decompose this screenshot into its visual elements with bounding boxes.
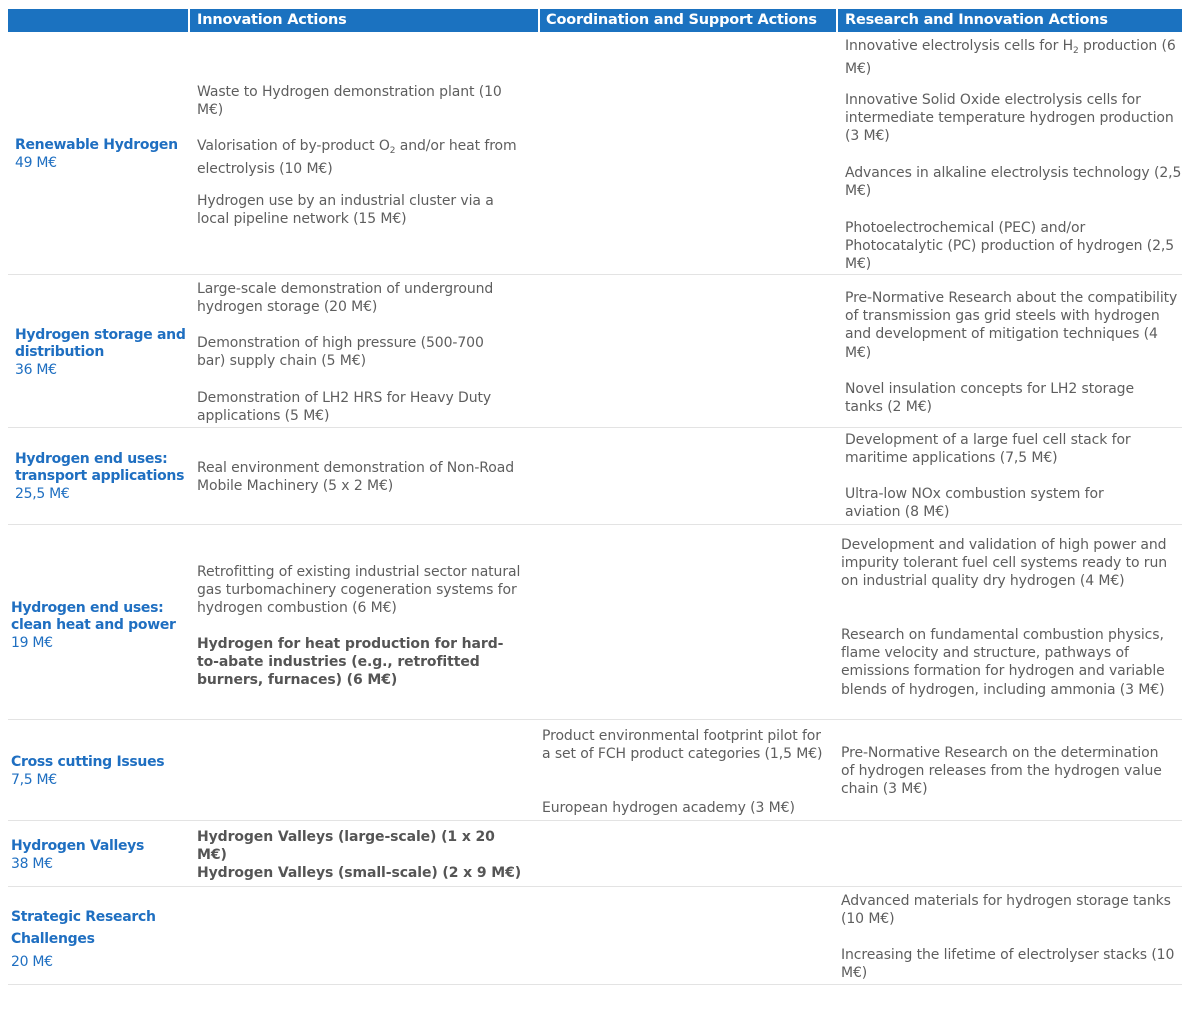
row-budget: 38 M€: [11, 856, 53, 872]
ia-item: Demonstration of high pressure (500-700 bar) supply chain (5 M€): [197, 335, 484, 370]
ia-item: Hydrogen Valleys (large-scale) (1 x 20 M€): [197, 829, 495, 864]
ia-item: Hydrogen use by an industrial cluster via a local pipeline network (15 M€): [197, 193, 494, 228]
ria-item: Increasing the lifetime of electrolyser stacks (10 M€): [841, 947, 1175, 982]
header-separator: [538, 9, 540, 32]
row-title-line: Strategic Research: [11, 909, 156, 925]
row-budget: 49 M€: [15, 155, 57, 171]
ria-item: Research on fundamental combustion physics, flame velocity and structure, pathways of emissions formation for hydrogen and variable blends of hydrogen, including ammonia (3 M€): [841, 627, 1165, 698]
ia-item: Hydrogen Valleys (small-scale) (2 x 9 M€): [197, 865, 522, 881]
ria-item: Development and validation of high power and impurity tolerant fuel cell systems ready to run on industrial quality dry hydrogen (4 M€): [841, 537, 1167, 590]
ria-item: Ultra-low NOx combustion system for aviation (8 M€): [845, 486, 1104, 521]
row-title: Hydrogen Valleys: [11, 838, 145, 854]
row-label-hydrogen-storage: [15, 327, 186, 379]
row-title-line: transport applications: [15, 468, 185, 484]
ia-item: Valorisation of by-product $O_2$ and/or heat from electrolysis (10 M€): [197, 138, 517, 178]
ria-item: Pre-Normative Research on the determination of hydrogen releases from the hydrogen value chain (3 M€): [841, 745, 1162, 798]
ria-item: Innovative electrolysis cells for $H_2$ production (6 M€): [845, 38, 1176, 78]
row-label-strategic-research: [11, 903, 156, 971]
row-title-line: distribution: [15, 344, 105, 360]
header-coordination-support-actions: Coordination and Support Actions: [546, 12, 817, 28]
ia-item: Demonstration of LH2 HRS for Heavy Duty applications (5 M€): [197, 390, 492, 425]
row-divider: [8, 820, 1182, 821]
row-budget: 25,5 M€: [15, 486, 70, 502]
row-divider: [8, 984, 1182, 985]
row-divider: [8, 719, 1182, 720]
row-budget: 19 M€: [11, 635, 53, 651]
row-label-transport-applications: [15, 451, 184, 503]
ia-item: Waste to Hydrogen demonstration plant (10 M€): [197, 84, 502, 119]
ria-item: Photoelectrochemical (PEC) and/or Photocatalytic (PC) production of hydrogen (2,5 M€): [845, 220, 1175, 273]
row-title-line: clean heat and power: [11, 617, 176, 633]
csa-item: Product environmental footprint pilot for a set of FCH product categories (1,5 M€): [542, 728, 823, 763]
ria-item: Development of a large fuel cell stack for maritime applications (7,5 M€): [845, 432, 1131, 467]
row-title-line: Hydrogen end uses:: [15, 451, 168, 467]
ia-item: Large-scale demonstration of underground hydrogen storage (20 M€): [197, 281, 494, 316]
header-research-innovation-actions: Research and Innovation Actions: [845, 12, 1108, 28]
header-separator: [836, 9, 838, 32]
ria-item: Advanced materials for hydrogen storage tanks (10 M€): [841, 893, 1171, 928]
ria-item: Innovative Solid Oxide electrolysis cells for intermediate temperature hydrogen production (3 M€): [845, 92, 1174, 145]
row-budget: 7,5 M€: [11, 772, 57, 788]
row-budget: 36 M€: [15, 362, 57, 378]
row-label-hydrogen-valleys: [11, 838, 144, 873]
header-separator: [188, 9, 190, 32]
row-title-line: Hydrogen storage and: [15, 327, 186, 343]
row-divider: [8, 274, 1182, 275]
row-title-line: Challenges: [11, 931, 95, 947]
ia-item: Retrofitting of existing industrial sector natural gas turbomachinery cogeneration systems for hydrogen combustion (6 M€): [197, 564, 521, 617]
ia-item: Real environment demonstration of Non-Road Mobile Machinery (5 x 2 M€): [197, 460, 515, 495]
row-divider: [8, 427, 1182, 428]
ria-item: Novel insulation concepts for LH2 storage tanks (2 M€): [845, 381, 1134, 416]
ria-item: Advances in alkaline electrolysis technology (2,5 M€): [845, 165, 1182, 200]
header-innovation-actions: Innovation Actions: [197, 12, 347, 28]
row-title: Renewable Hydrogen: [15, 137, 178, 153]
csa-item: European hydrogen academy (3 M€): [542, 800, 795, 816]
ria-item: Pre-Normative Research about the compatibility of transmission gas grid steels with hydrogen and development of mitigation techniques (4 M€): [845, 290, 1178, 361]
ia-item: Hydrogen for heat production for hard-to-abate industries (e.g., retrofitted burners, furnaces) (6 M€): [197, 636, 504, 689]
row-label-renewable-hydrogen: [15, 137, 178, 172]
row-title-line: Hydrogen end uses:: [11, 600, 164, 616]
row-budget: 20 M€: [11, 954, 53, 970]
row-divider: [8, 886, 1182, 887]
row-divider: [8, 524, 1182, 525]
row-label-clean-heat-power: [11, 600, 176, 652]
row-title: Cross cutting Issues: [11, 754, 165, 770]
row-label-cross-cutting-issues: [11, 754, 164, 789]
